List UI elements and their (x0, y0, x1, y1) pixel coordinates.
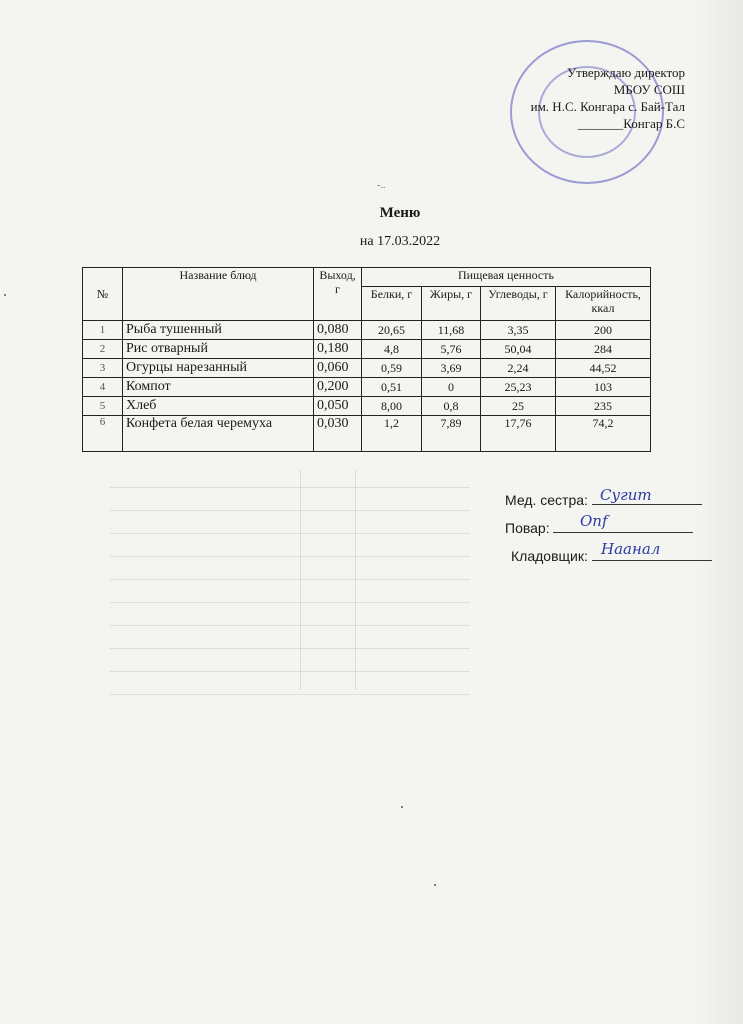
bleed-through-lines (110, 465, 470, 695)
cook-handwritten-signature: Оnf (580, 512, 608, 530)
row-num: 3 (83, 359, 123, 378)
row-fats: 5,76 (422, 340, 481, 359)
table-row (83, 359, 651, 378)
row-carbs: 25 (481, 397, 556, 416)
row-dish-name: Рыба тушенный (123, 321, 314, 340)
table-row (83, 378, 651, 397)
row-num: 1 (83, 321, 123, 340)
table-row (83, 321, 651, 340)
row-carbs: 2,24 (481, 359, 556, 378)
row-calories: 44,52 (556, 359, 651, 378)
row-num: 5 (83, 397, 123, 416)
row-output: 0,050 (314, 397, 362, 416)
bleed-through-column (300, 470, 302, 690)
row-num: 4 (83, 378, 123, 397)
header-proteins: Белки, г (362, 287, 422, 321)
document-date: на 17.03.2022 (359, 234, 441, 249)
row-proteins: 1,2 (362, 416, 422, 452)
row-calories: 284 (556, 340, 651, 359)
scan-speck (401, 806, 403, 808)
header-carbs: Углеводы, г (481, 287, 556, 321)
row-output: 0,060 (314, 359, 362, 378)
signature-line (553, 518, 693, 533)
scan-speck (4, 294, 6, 296)
row-fats: 0 (422, 378, 481, 397)
header-num: № (83, 268, 123, 321)
approval-block (531, 64, 685, 132)
storekeeper-label: Кладовщик: (511, 548, 588, 564)
row-proteins: 0,51 (362, 378, 422, 397)
approval-line: МБОУ СОШ (613, 82, 685, 97)
nurse-label: Мед. сестра: (505, 492, 588, 508)
row-proteins: 4,8 (362, 340, 422, 359)
row-carbs: 3,35 (481, 321, 556, 340)
approval-line: Утверждаю директор (566, 65, 685, 80)
row-output: 0,180 (314, 340, 362, 359)
row-calories: 200 (556, 321, 651, 340)
row-fats: 11,68 (422, 321, 481, 340)
table-row (83, 340, 651, 359)
row-num: 6 (83, 416, 123, 452)
row-num: 2 (83, 340, 123, 359)
approval-line: _______Конгар Б.С (577, 116, 685, 131)
row-dish-name: Огурцы нарезанный (123, 359, 314, 378)
header-nutrition: Пищевая ценность (362, 268, 651, 287)
storekeeper-signature-row (505, 540, 712, 574)
row-proteins: 20,65 (362, 321, 422, 340)
row-fats: 3,69 (422, 359, 481, 378)
header-calories: Калорийность, ккал (556, 287, 651, 321)
table-row (83, 416, 651, 452)
bleed-through-column (355, 470, 357, 690)
signatures-block (505, 486, 712, 574)
row-carbs: 50,04 (481, 340, 556, 359)
row-calories: 235 (556, 397, 651, 416)
menu-table (82, 267, 651, 452)
storekeeper-handwritten-signature: Наанал (601, 540, 661, 558)
document-title: Меню (379, 205, 421, 221)
row-output: 0,200 (314, 378, 362, 397)
header-output: Выход, г (314, 268, 362, 321)
row-proteins: 8,00 (362, 397, 422, 416)
scan-speck (434, 884, 436, 886)
row-dish-name: Компот (123, 378, 314, 397)
header-dish-name: Название блюд (123, 268, 314, 321)
row-proteins: 0,59 (362, 359, 422, 378)
nurse-signature-row (505, 486, 712, 518)
row-dish-name: Хлеб (123, 397, 314, 416)
cook-label: Повар: (505, 520, 550, 536)
table-row (83, 397, 651, 416)
row-fats: 0,8 (422, 397, 481, 416)
row-output: 0,030 (314, 416, 362, 452)
approval-line: им. Н.С. Конгара с. Бай-Тал (530, 99, 685, 114)
nurse-handwritten-signature: Сугит (600, 486, 652, 504)
row-calories: 74,2 (556, 416, 651, 452)
row-fats: 7,89 (422, 416, 481, 452)
header-fats: Жиры, г (422, 287, 481, 321)
row-dish-name: Конфета белая черемуха (123, 416, 314, 452)
row-calories: 103 (556, 378, 651, 397)
scan-mark: -.. (377, 180, 386, 191)
row-dish-name: Рис отварный (123, 340, 314, 359)
row-output: 0,080 (314, 321, 362, 340)
row-carbs: 25,23 (481, 378, 556, 397)
row-carbs: 17,76 (481, 416, 556, 452)
